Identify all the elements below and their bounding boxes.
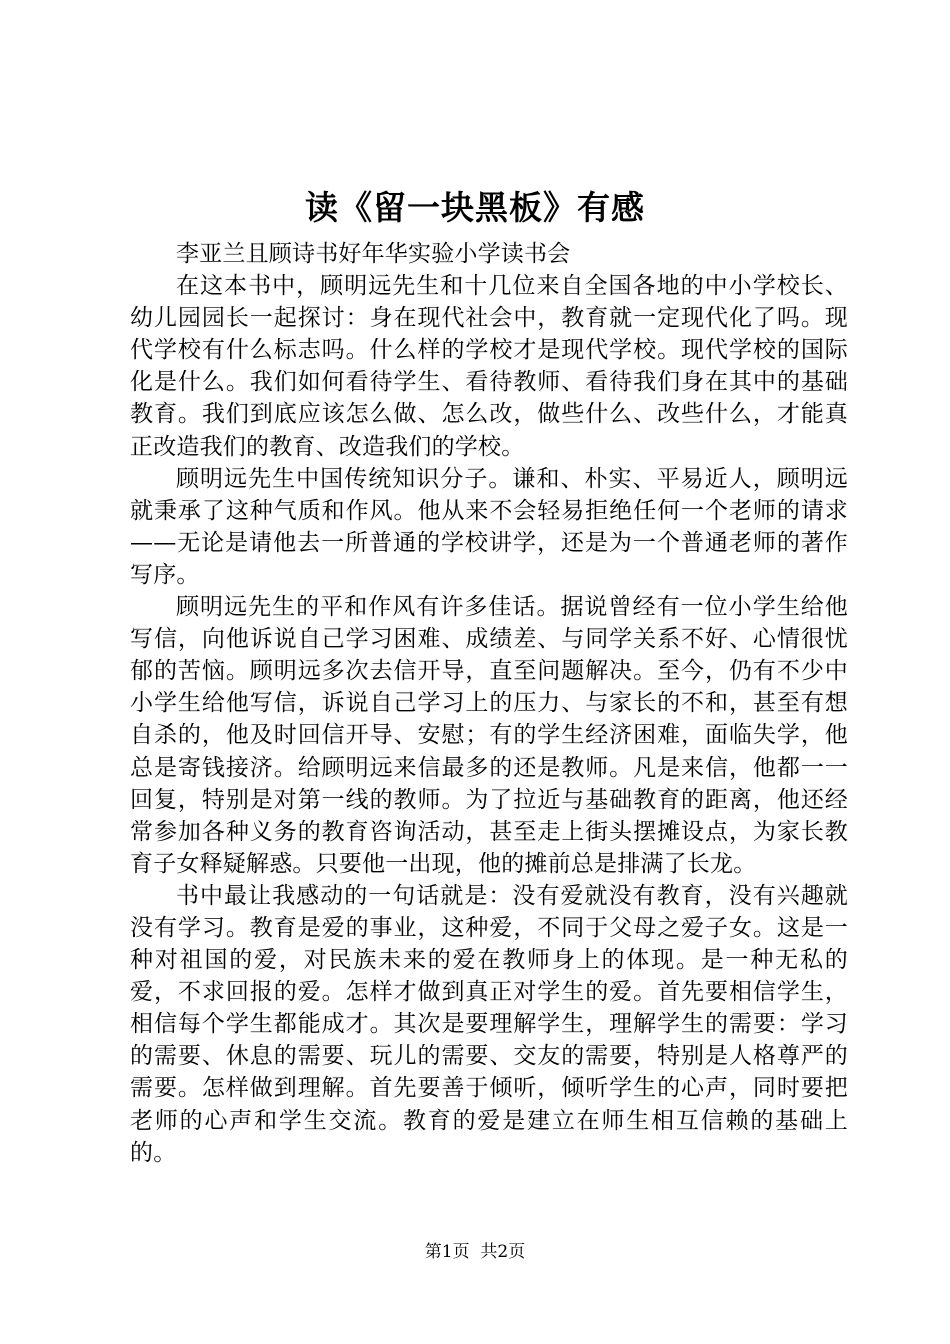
- page-footer: [0, 1240, 950, 1264]
- document-body: [130, 238, 848, 1169]
- body-paragraph: 在这本书中，顾明远先生和十几位来自全国各地的中小学校长、幼儿园园长一起探讨：身在现代社会中，教育就一定现代化了吗。现代学校有什么标志吗。什么样的学校才是现代学校。现代学校的国际化是什么。我们如何看待学生、看待教师、看待我们身在其中的基础教育。我们到底应该怎么做、怎么改，做些什么、改些什么，才能真正改造我们的教育、改造我们的学校。: [130, 273, 848, 460]
- body-paragraph: 书中最让我感动的一句话就是：没有爱就没有教育，没有兴趣就没有学习。教育是爱的事业，这种爱，不同于父母之爱子女。这是一种对祖国的爱，对民族未来的爱在教师身上的体现。是一种无私的爱，不求回报的爱。怎样才做到真正对学生的爱。首先要相信学生，相信每个学生都能成才。其次是要理解学生，理解学生的需要：学习的需要、休息的需要、玩儿的需要、交友的需要，特别是人格尊严的需要。怎样做到理解。首先要善于倾听，倾听学生的心声，同时要把老师的心声和学生交流。教育的爱是建立在师生相互信赖的基础上的。: [130, 882, 848, 1166]
- body-paragraph: 顾明远先生中国传统知识分子。谦和、朴实、平易近人，顾明远就秉承了这种气质和作风。他从来不会轻易拒绝任何一个老师的请求——无论是请他去一所普通的学校讲学，还是为一个普通老师的著作写序。: [130, 465, 848, 588]
- byline: 李亚兰且顾诗书好年华实验小学读书会: [176, 241, 571, 267]
- body-paragraph: 顾明远先生的平和作风有许多佳话。据说曾经有一位小学生给他写信，向他诉说自己学习困难、成绩差、与同学关系不好、心情很忧郁的苦恼。顾明远多次去信开导，直至问题解决。至今，仍有不少中小学生给他写信，诉说自己学习上的压力、与家长的不和，甚至有想自杀的，他及时回信开导、安慰；有的学生经济困难，面临失学，他总是寄钱接济。给顾明远来信最多的还是教师。凡是来信，他都一一回复，特别是对第一线的教师。为了拉近与基础教育的距离，他还经常参加各种义务的教育咨询活动，甚至走上街头摆摊设点，为家长教育子女释疑解惑。只要他一出现，他的摊前总是排满了长龙。: [130, 594, 848, 877]
- page-total: 共2页: [480, 1242, 526, 1262]
- document-title: 读《留一块黑板》有感: [305, 188, 645, 227]
- page-number: 第1页: [424, 1242, 470, 1262]
